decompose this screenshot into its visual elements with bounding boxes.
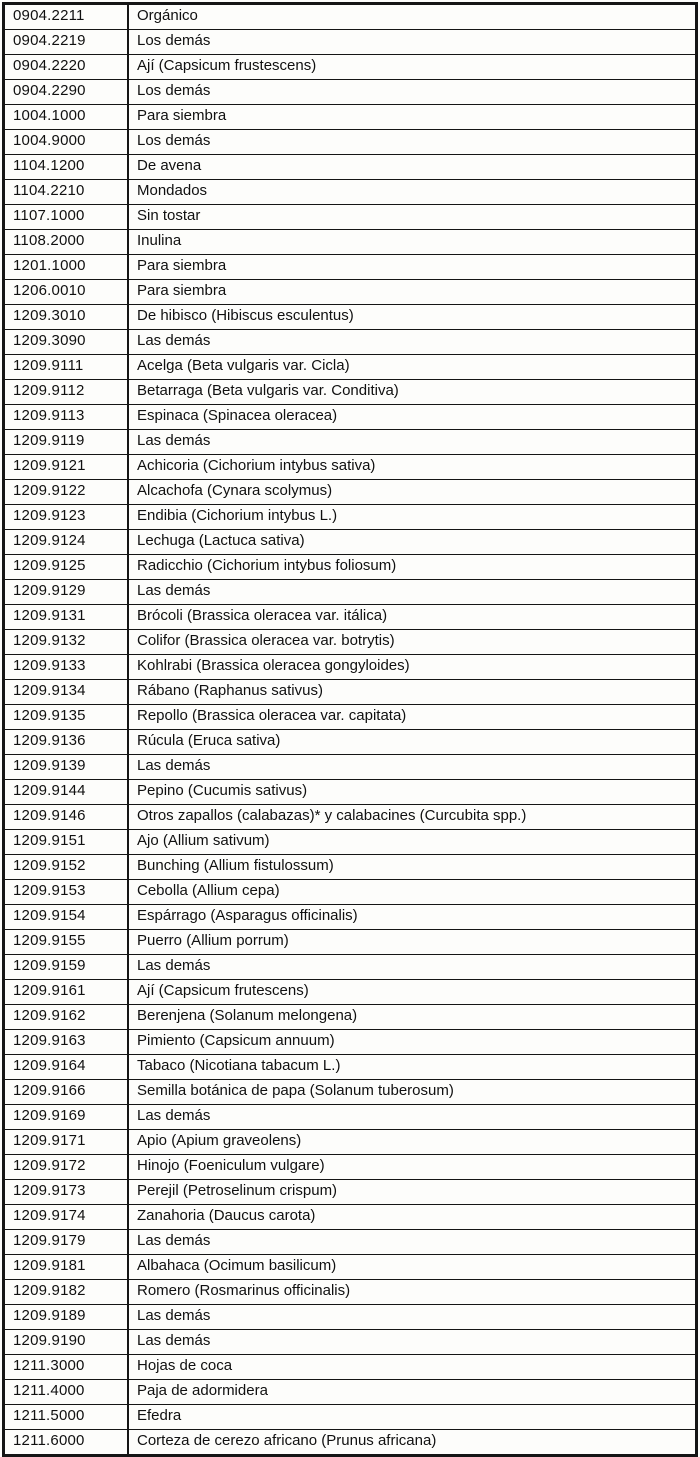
- code-cell: 1107.1000: [4, 205, 129, 230]
- code-cell: 1201.1000: [4, 255, 129, 280]
- description-cell: Radicchio (Cichorium intybus foliosum): [128, 555, 697, 580]
- description-cell: Lechuga (Lactuca sativa): [128, 530, 697, 555]
- description-cell: Endibia (Cichorium intybus L.): [128, 505, 697, 530]
- description-cell: Alcachofa (Cynara scolymus): [128, 480, 697, 505]
- description-cell: Pimiento (Capsicum annuum): [128, 1030, 697, 1055]
- code-cell: 1209.9119: [4, 430, 129, 455]
- description-cell: Los demás: [128, 80, 697, 105]
- code-cell: 1209.9161: [4, 980, 129, 1005]
- code-cell: 1209.9121: [4, 455, 129, 480]
- table-row: [4, 130, 697, 155]
- description-cell: Las demás: [128, 1305, 697, 1330]
- code-cell: 1108.2000: [4, 230, 129, 255]
- table-row: [4, 1055, 697, 1080]
- table-row: [4, 1130, 697, 1155]
- table-row: [4, 205, 697, 230]
- code-cell: 1209.9133: [4, 655, 129, 680]
- code-cell: 1209.9134: [4, 680, 129, 705]
- code-cell: 1209.3090: [4, 330, 129, 355]
- description-cell: Albahaca (Ocimum basilicum): [128, 1255, 697, 1280]
- code-cell: 1209.9152: [4, 855, 129, 880]
- code-cell: 1209.9166: [4, 1080, 129, 1105]
- table-row: [4, 1355, 697, 1380]
- description-cell: Las demás: [128, 1230, 697, 1255]
- code-cell: 1104.1200: [4, 155, 129, 180]
- table-row: [4, 330, 697, 355]
- description-cell: De avena: [128, 155, 697, 180]
- table-row: [4, 955, 697, 980]
- description-cell: Acelga (Beta vulgaris var. Cicla): [128, 355, 697, 380]
- table-row: [4, 580, 697, 605]
- code-cell: 1004.1000: [4, 105, 129, 130]
- table-row: [4, 455, 697, 480]
- code-cell: 1209.9135: [4, 705, 129, 730]
- description-cell: Puerro (Allium porrum): [128, 930, 697, 955]
- description-cell: Bunching (Allium fistulossum): [128, 855, 697, 880]
- code-cell: 0904.2220: [4, 55, 129, 80]
- code-cell: 1209.9122: [4, 480, 129, 505]
- description-cell: Hinojo (Foeniculum vulgare): [128, 1155, 697, 1180]
- code-cell: 1211.5000: [4, 1405, 129, 1430]
- description-cell: Orgánico: [128, 4, 697, 30]
- code-cell: 1211.6000: [4, 1430, 129, 1456]
- description-cell: Rábano (Raphanus sativus): [128, 680, 697, 705]
- description-cell: Espinaca (Spinacea oleracea): [128, 405, 697, 430]
- code-cell: 1209.9132: [4, 630, 129, 655]
- description-cell: Semilla botánica de papa (Solanum tuberosum): [128, 1080, 697, 1105]
- code-cell: 1209.9164: [4, 1055, 129, 1080]
- table-row: [4, 105, 697, 130]
- code-cell: 1209.9151: [4, 830, 129, 855]
- description-cell: Inulina: [128, 230, 697, 255]
- code-cell: 1209.9174: [4, 1205, 129, 1230]
- description-cell: Para siembra: [128, 105, 697, 130]
- code-cell: 1209.9123: [4, 505, 129, 530]
- description-cell: Otros zapallos (calabazas)* y calabacines (Curcubita spp.): [128, 805, 697, 830]
- description-cell: Ajo (Allium sativum): [128, 830, 697, 855]
- code-cell: 1209.9139: [4, 755, 129, 780]
- description-cell: Apio (Apium graveolens): [128, 1130, 697, 1155]
- table-row: [4, 605, 697, 630]
- code-cell: 1209.9179: [4, 1230, 129, 1255]
- description-cell: Romero (Rosmarinus officinalis): [128, 1280, 697, 1305]
- table-row: [4, 1080, 697, 1105]
- description-cell: Rúcula (Eruca sativa): [128, 730, 697, 755]
- description-cell: Perejil (Petroselinum crispum): [128, 1180, 697, 1205]
- table-row: [4, 1105, 697, 1130]
- code-cell: 1209.9125: [4, 555, 129, 580]
- table-row: [4, 1430, 697, 1456]
- table-row: [4, 1305, 697, 1330]
- code-cell: 1211.3000: [4, 1355, 129, 1380]
- code-cell: 1206.0010: [4, 280, 129, 305]
- description-cell: De hibisco (Hibiscus esculentus): [128, 305, 697, 330]
- code-cell: 1209.9129: [4, 580, 129, 605]
- code-cell: 1209.9169: [4, 1105, 129, 1130]
- table-row: [4, 855, 697, 880]
- description-cell: Las demás: [128, 755, 697, 780]
- description-cell: Kohlrabi (Brassica oleracea gongyloides): [128, 655, 697, 680]
- description-cell: Las demás: [128, 955, 697, 980]
- code-cell: 1209.9190: [4, 1330, 129, 1355]
- code-cell: 1209.9173: [4, 1180, 129, 1205]
- table-row: [4, 505, 697, 530]
- description-cell: Tabaco (Nicotiana tabacum L.): [128, 1055, 697, 1080]
- table-row: [4, 155, 697, 180]
- table-row: [4, 4, 697, 30]
- description-cell: Las demás: [128, 1330, 697, 1355]
- table-row: [4, 780, 697, 805]
- table-row: [4, 430, 697, 455]
- table-row: [4, 980, 697, 1005]
- description-cell: Brócoli (Brassica oleracea var. itálica): [128, 605, 697, 630]
- table-row: [4, 405, 697, 430]
- table-row: [4, 805, 697, 830]
- table-row: [4, 880, 697, 905]
- table-row: [4, 1005, 697, 1030]
- table-row: [4, 1380, 697, 1405]
- table-row: [4, 1255, 697, 1280]
- code-cell: 1209.9172: [4, 1155, 129, 1180]
- table-row: [4, 1405, 697, 1430]
- table-row: [4, 630, 697, 655]
- code-cell: 1209.3010: [4, 305, 129, 330]
- table-row: [4, 1205, 697, 1230]
- table-row: [4, 255, 697, 280]
- table-row: [4, 230, 697, 255]
- table-row: [4, 1230, 697, 1255]
- table-row: [4, 555, 697, 580]
- code-cell: 1209.9136: [4, 730, 129, 755]
- code-cell: 0904.2219: [4, 30, 129, 55]
- code-cell: 1209.9124: [4, 530, 129, 555]
- code-cell: 1209.9162: [4, 1005, 129, 1030]
- table-row: [4, 355, 697, 380]
- code-cell: 1004.9000: [4, 130, 129, 155]
- description-cell: Berenjena (Solanum melongena): [128, 1005, 697, 1030]
- code-cell: 0904.2290: [4, 80, 129, 105]
- table-row: [4, 305, 697, 330]
- description-cell: Hojas de coca: [128, 1355, 697, 1380]
- table-row: [4, 1330, 697, 1355]
- table-row: [4, 930, 697, 955]
- description-cell: Achicoria (Cichorium intybus sativa): [128, 455, 697, 480]
- code-cell: 1209.9163: [4, 1030, 129, 1055]
- description-cell: Espárrago (Asparagus officinalis): [128, 905, 697, 930]
- code-cell: 1209.9154: [4, 905, 129, 930]
- table-row: [4, 530, 697, 555]
- table-row: [4, 1180, 697, 1205]
- table-row: [4, 55, 697, 80]
- table-row: [4, 830, 697, 855]
- description-cell: Para siembra: [128, 280, 697, 305]
- table-row: [4, 730, 697, 755]
- table-row: [4, 280, 697, 305]
- description-cell: Las demás: [128, 580, 697, 605]
- table-row: [4, 30, 697, 55]
- table-row: [4, 480, 697, 505]
- table-row: [4, 1030, 697, 1055]
- code-cell: 1209.9181: [4, 1255, 129, 1280]
- table-row: [4, 380, 697, 405]
- description-cell: Repollo (Brassica oleracea var. capitata): [128, 705, 697, 730]
- code-cell: 1209.9171: [4, 1130, 129, 1155]
- tariff-code-table: [2, 2, 698, 1457]
- code-cell: 1209.9131: [4, 605, 129, 630]
- description-cell: Cebolla (Allium cepa): [128, 880, 697, 905]
- description-cell: Para siembra: [128, 255, 697, 280]
- description-cell: Las demás: [128, 430, 697, 455]
- table-row: [4, 705, 697, 730]
- description-cell: Betarraga (Beta vulgaris var. Conditiva): [128, 380, 697, 405]
- description-cell: Los demás: [128, 130, 697, 155]
- code-cell: 1104.2210: [4, 180, 129, 205]
- code-cell: 1209.9159: [4, 955, 129, 980]
- table-row: [4, 1155, 697, 1180]
- code-cell: 1209.9111: [4, 355, 129, 380]
- table-row: [4, 655, 697, 680]
- table-row: [4, 755, 697, 780]
- description-cell: Mondados: [128, 180, 697, 205]
- code-cell: 1209.9153: [4, 880, 129, 905]
- description-cell: Ají (Capsicum frutescens): [128, 980, 697, 1005]
- description-cell: Los demás: [128, 30, 697, 55]
- description-cell: Efedra: [128, 1405, 697, 1430]
- table-row: [4, 905, 697, 930]
- code-cell: 1209.9189: [4, 1305, 129, 1330]
- code-cell: 1209.9112: [4, 380, 129, 405]
- table-row: [4, 180, 697, 205]
- code-cell: 1209.9155: [4, 930, 129, 955]
- table-row: [4, 80, 697, 105]
- description-cell: Sin tostar: [128, 205, 697, 230]
- code-cell: 1209.9146: [4, 805, 129, 830]
- code-cell: 1209.9113: [4, 405, 129, 430]
- code-cell: 1211.4000: [4, 1380, 129, 1405]
- table-row: [4, 680, 697, 705]
- description-cell: Colifor (Brassica oleracea var. botrytis): [128, 630, 697, 655]
- code-cell: 1209.9144: [4, 780, 129, 805]
- description-cell: Pepino (Cucumis sativus): [128, 780, 697, 805]
- description-cell: Corteza de cerezo africano (Prunus africana): [128, 1430, 697, 1456]
- description-cell: Zanahoria (Daucus carota): [128, 1205, 697, 1230]
- code-cell: 0904.2211: [4, 4, 129, 30]
- code-cell: 1209.9182: [4, 1280, 129, 1305]
- description-cell: Ají (Capsicum frustescens): [128, 55, 697, 80]
- description-cell: Las demás: [128, 330, 697, 355]
- tariff-table-body: [4, 4, 697, 1456]
- table-row: [4, 1280, 697, 1305]
- description-cell: Paja de adormidera: [128, 1380, 697, 1405]
- description-cell: Las demás: [128, 1105, 697, 1130]
